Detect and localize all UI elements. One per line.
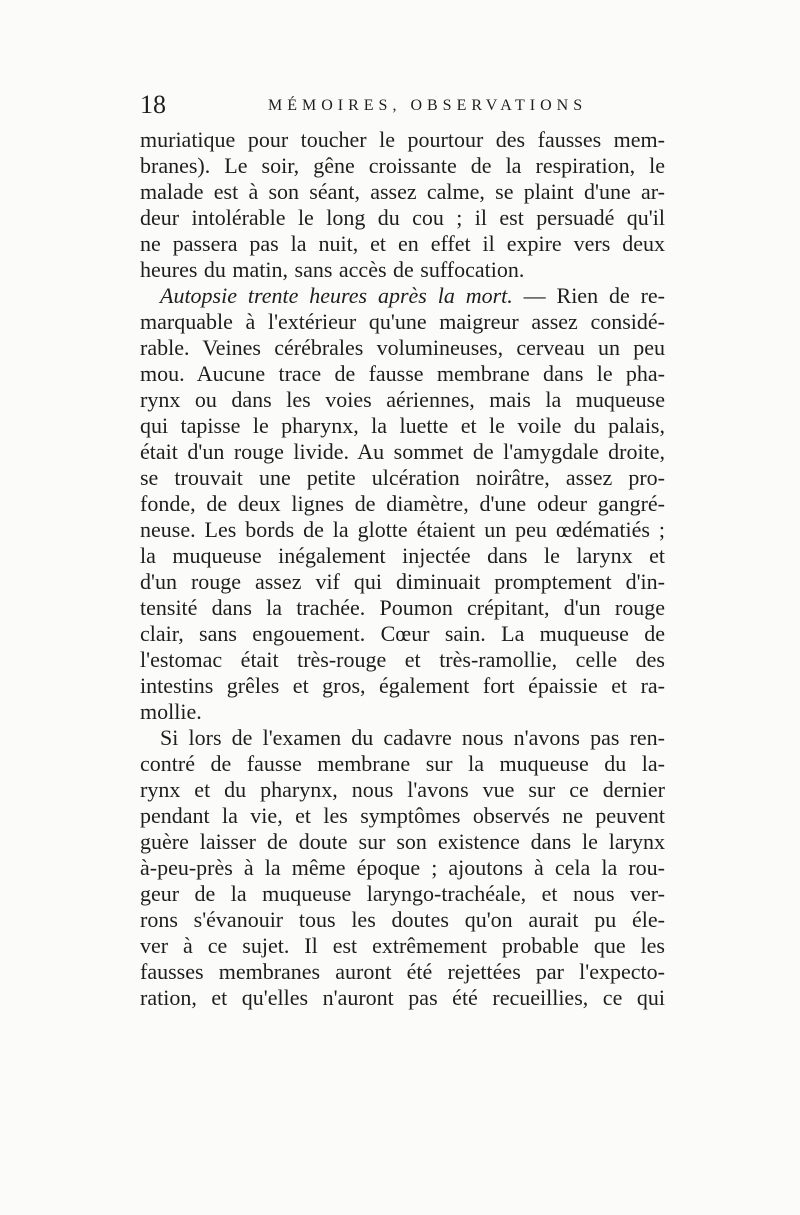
text-line: contré de fausse membrane sur la muqueuse du la-	[140, 751, 665, 776]
text-line: l'estomac était très-rouge et très-ramollie, celle des	[140, 647, 665, 672]
text-line: mollie.	[140, 699, 202, 724]
text-line: se trouvait une petite ulcération noirâtre, assez pro-	[140, 465, 665, 490]
running-title: MÉMOIRES, OBSERVATIONS	[268, 97, 588, 114]
text-line: branes). Le soir, gêne croissante de la respiration, le	[140, 153, 665, 178]
text-line: Rien de re-	[556, 283, 665, 308]
text-line: fonde, de deux lignes de diamètre, d'une odeur gangré-	[140, 491, 665, 516]
text-line: heures du matin, sans accès de suffocation.	[140, 257, 525, 282]
text-line: Si lors de l'examen du cadavre nous n'avons pas ren-	[160, 725, 665, 750]
text-line: ration, et qu'elles n'auront pas été recueillies, ce qui	[140, 985, 665, 1010]
text-line: intestins grêles et gros, également fort épaissie et ra-	[140, 673, 665, 698]
text-line: d'un rouge assez vif qui diminuait promptement d'in-	[140, 569, 665, 594]
text-line: muriatique pour toucher le pourtour des fausses mem-	[140, 127, 665, 152]
text-line: malade est à son séant, assez calme, se plaint d'une ar-	[140, 179, 665, 204]
text-line: rable. Veines cérébrales volumineuses, cerveau un peu	[140, 335, 665, 360]
page-number: 18	[140, 90, 166, 119]
body-text	[140, 127, 665, 1011]
autopsy-line	[140, 283, 665, 309]
text-line: clair, sans engouement. Cœur sain. La muqueuse de	[140, 621, 665, 646]
text-line: marquable à l'extérieur qu'une maigreur assez considé-	[140, 309, 665, 334]
text-line: rynx et du pharynx, nous l'avons vue sur ce dernier	[140, 777, 665, 802]
text-line: était d'un rouge livide. Au sommet de l'amygdale droite,	[140, 439, 665, 464]
text-line: fausses membranes auront été rejettées par l'expecto-	[140, 959, 665, 984]
text-line: geur de la muqueuse laryngo-trachéale, et nous ver-	[140, 881, 665, 906]
text-line: ne passera pas la nuit, et en effet il expire vers deux	[140, 231, 665, 256]
text-line: qui tapisse le pharynx, la luette et le voile du palais,	[140, 413, 665, 438]
text-line: tensité dans la trachée. Poumon crépitant, d'un rouge	[140, 595, 665, 620]
text-line: neuse. Les bords de la glotte étaient un peu œdématiés ;	[140, 517, 665, 542]
autopsy-heading: Autopsie trente heures après la mort.	[160, 283, 513, 308]
text-line: rynx ou dans les voies aériennes, mais la muqueuse	[140, 387, 665, 412]
text-line: la muqueuse inégalement injectée dans le larynx et	[140, 543, 665, 568]
text-line: guère laisser de doute sur son existence dans le larynx	[140, 829, 665, 854]
text-line: pendant la vie, et les symptômes observés ne peuvent	[140, 803, 665, 828]
autopsy-dash: —	[512, 283, 557, 308]
text-line: mou. Aucune trace de fausse membrane dans le pha-	[140, 361, 665, 386]
page-header	[140, 88, 660, 128]
text-line: ver à ce sujet. Il est extrêmement probable que les	[140, 933, 665, 958]
text-line: deur intolérable le long du cou ; il est persuadé qu'il	[140, 205, 665, 230]
text-line: à-peu-près à la même époque ; ajoutons à cela la rou-	[140, 855, 665, 880]
text-line: rons s'évanouir tous les doutes qu'on aurait pu éle-	[140, 907, 665, 932]
